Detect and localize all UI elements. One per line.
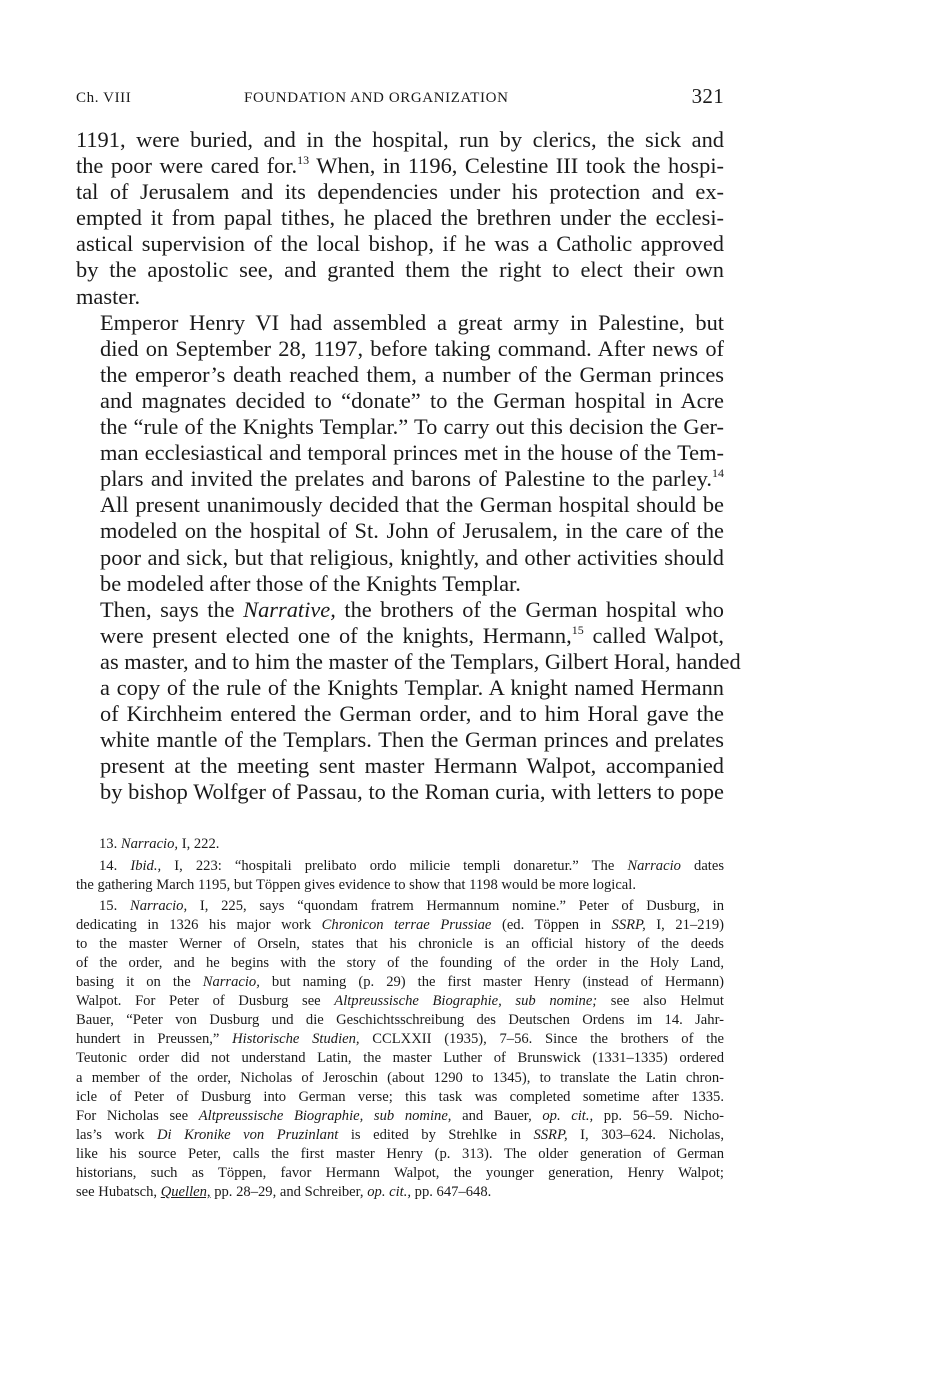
paragraph-1 [76, 127, 724, 310]
text-line: were present elected one of the knights, Hermann,$^{15}$ called Walpot, [100, 622, 724, 648]
text-line: plars and invited the prelates and barons of Palestine to the parley.$^{14}$ [100, 466, 724, 492]
text-line: white mantle of the Templars. Then the German princes and prelates [100, 727, 724, 753]
footnotes [76, 835, 724, 1202]
text-line: died on September 28, 1197, before taking command. After news of [100, 335, 724, 361]
text-line: of Kirchheim entered the German order, and to him Horal gave the [100, 701, 724, 727]
running-head [76, 84, 724, 112]
footnote-15: 15. Narracio, I, 225, says “quondam fratrem Hermannum nomine.” Peter of Dusburg, in dedicating in 1326 his major work Chronicon terrae Prussiae (ed. Töppen in SSRP, I, 21–219) to the master Werner of Orseln, states that his chronicle is an official history of the deeds of the order, and he begins with the story of the founding of the order in the Holy Land, basing it on the Narracio, but naming (p. 29) the first master Henry (instead of Hermann) Walpot. For Peter of Dusburg see Altpreussische Biographie, sub nomine; see also Helmut Bauer, “Peter von Dusburg und die Geschichtsschreibung des Deutschen Ordens im 14. Jahr- hundert in Preussen,” Historische Studien, CCLXXII (1935), 7–56. Since the brothers of the Teutonic order did not understand Latin, the master Luther of Brunswick (1331–1335) ordered a member of the order, Nicholas of Jeroschin (about 1290 to 1345), to translate the Latin chron- icle of Peter of Dusburg into German verse; this task was completed sometime after 1335. For Nicholas see Altpreussische Biographie, sub nomine, and Bauer, op. cit., pp. 56–59. Nicho- las’s work Di Kronike von Pruzinlant is edited by Strehlke in SSRP, I, 303–624. Nicholas, like his source Peter, calls the first master Henry (p. 313). The older generation of German historians, such as Töppen, favor Hermann Walpot, the younger generation, Henry Walpot; see Hubatsch, Quellen, pp. 28–29, and Schreiber, op. cit., pp. 647–648. [76, 897, 724, 1201]
paragraph-3 [76, 596, 741, 806]
text-line: Emperor Henry VI had assembled a great army in Palestine, but [100, 309, 724, 335]
text-line: a copy of the rule of the Knights Templar. A knight named Hermann [100, 674, 724, 700]
text-line: be modeled after those of the Knights Templar. [100, 570, 521, 596]
text-line: by the apostolic see, and granted them the right to elect their own [76, 257, 724, 283]
text-line: present at the meeting sent master Hermann Walpot, accompanied [100, 753, 724, 779]
text-line: as master, and to him the master of the Templars, Gilbert Horal, handed [100, 648, 741, 674]
text-line: the poor were cared for.$^{13}$ When, in 1196, Celestine III took the hospi- [76, 153, 724, 179]
paragraph-2 [76, 310, 724, 597]
text-line: tal of Jerusalem and its dependencies under his protection and ex- [76, 179, 724, 205]
text-line: empted it from papal tithes, he placed the brethren under the ecclesi- [76, 205, 724, 231]
text-line: master. [76, 283, 141, 309]
text-line: the “rule of the Knights Templar.” To carry out this decision the Ger- [100, 414, 724, 440]
text-line: poor and sick, but that religious, knightly, and other activities should [100, 544, 724, 570]
footnote-14: 14. Ibid., I, 223: “hospitali prelibato ordo milicie templi donaretur.” The Narracio dates the gathering March 1195, but Töppen gives evidence to show that 1198 would be more logical. [76, 857, 725, 893]
text-line: the emperor’s death reached them, a number of the German princes [100, 361, 724, 387]
footnote-ref-15: 15 [571, 622, 584, 637]
text-line: modeled on the hospital of St. John of Jerusalem, in the care of the [100, 518, 724, 544]
text-line: All present unanimously decided that the German hospital should be [100, 492, 724, 518]
emphasis: Narrative, [243, 596, 336, 622]
text-line: man ecclesiastical and temporal princes met in the house of the Tem- [100, 440, 724, 466]
footnote-13: 13. Narracio, I, 222. [99, 836, 220, 853]
footnote-ref-14: 14 [712, 466, 724, 481]
text-line: and magnates decided to “donate” to the German hospital in Acre [100, 387, 724, 413]
text-line: by bishop Wolfger of Passau, to the Roman curia, with letters to pope [100, 779, 724, 805]
page-number: 321 [691, 84, 724, 108]
body-text [76, 127, 741, 805]
chapter-title: FOUNDATION AND ORGANIZATION [244, 90, 509, 106]
text-line: 1191, were buried, and in the hospital, run by clerics, the sick and [76, 127, 724, 152]
text-line: astical supervision of the local bishop, if he was a Catholic approved [76, 231, 724, 257]
text-line: Then, says the Narrative, the brothers of the German hospital who [100, 596, 724, 622]
footnote-ref-13: 13 [297, 153, 310, 168]
book-page [76, 84, 741, 1202]
chapter-label: Ch. VIII [76, 90, 132, 106]
